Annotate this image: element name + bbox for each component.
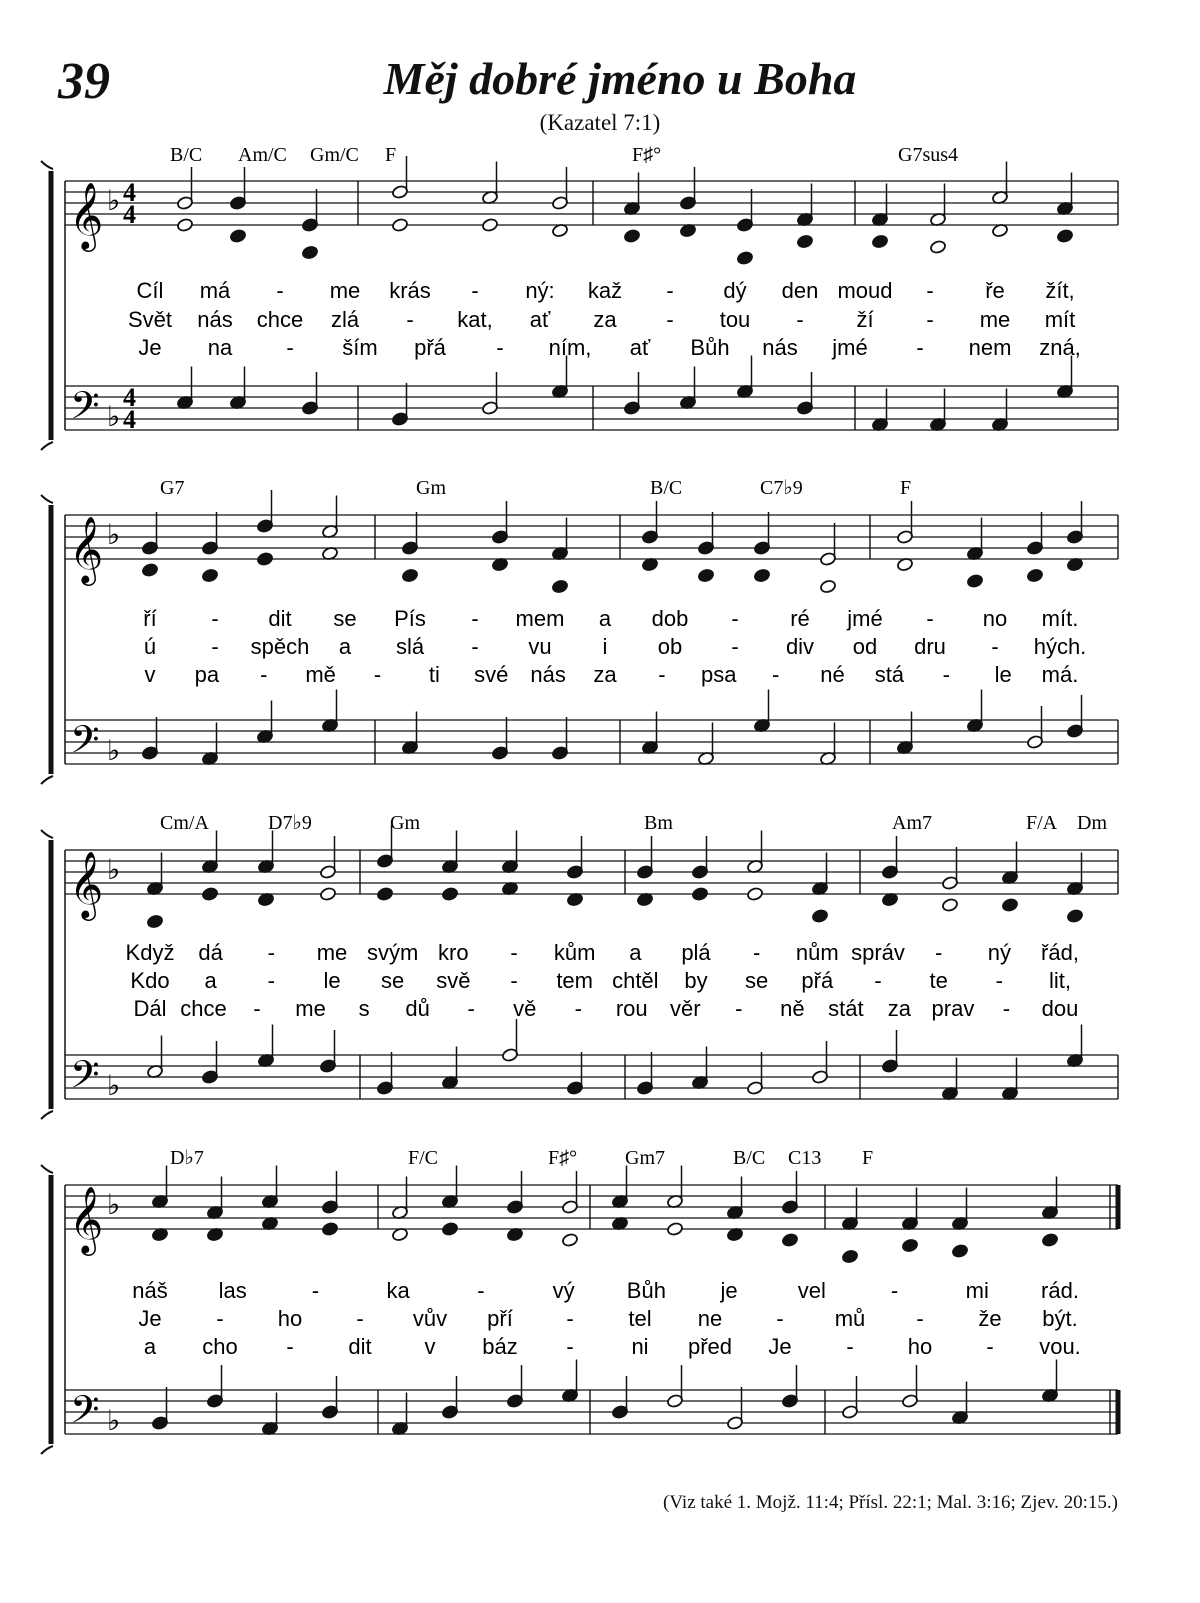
lyric-syllable: - [666, 278, 674, 303]
bracket-bottom [41, 776, 53, 784]
lyric-syllable: - [731, 634, 739, 659]
lyric-syllable: pa [194, 662, 220, 687]
lyric-syllable: le [994, 662, 1012, 687]
bracket-bottom [41, 442, 53, 450]
chord-symbol: G7sus4 [898, 144, 959, 166]
chord-symbol: F [385, 144, 397, 166]
lyric-syllable: - [471, 606, 479, 631]
note [781, 1233, 798, 1248]
lyric-syllable: vý [552, 1278, 575, 1303]
lyric-syllable: řád, [1041, 940, 1079, 965]
bracket-top [41, 495, 53, 503]
lyric-syllable: - [942, 662, 950, 687]
lyric-syllable: - [260, 662, 268, 687]
lyric-syllable: - [771, 662, 780, 687]
lyric-syllable: jmé [832, 335, 868, 360]
lyric-syllable: za [593, 662, 617, 687]
lyric-syllable: svým [367, 940, 419, 965]
note [441, 887, 458, 902]
lyric-syllable: tem [556, 968, 594, 993]
lyric-syllable: žít, [1045, 278, 1075, 303]
lyric-syllable: - [211, 634, 219, 659]
bass-clef-icon: 𝄢 [70, 717, 100, 771]
chord-symbol: F/C [408, 1147, 439, 1169]
lyric-syllable: a [338, 634, 352, 659]
note [623, 229, 640, 244]
treble-clef-icon: 𝄞 [69, 1185, 104, 1253]
lyric-syllable: - [796, 307, 804, 332]
note [691, 887, 708, 902]
lyric-syllable: - [986, 1334, 994, 1359]
bass-clef-icon: 𝄢 [70, 383, 100, 437]
lyric-syllable: nás [530, 662, 566, 687]
bracket-top [41, 1165, 53, 1173]
lyric-syllable: - [658, 662, 666, 687]
lyric-syllable: náš [132, 1278, 168, 1303]
lyric-syllable: Bůh [690, 335, 730, 360]
lyric-syllable: moud [837, 278, 893, 303]
chord-symbol: B/C [650, 477, 683, 499]
lyric-syllable: - [566, 1306, 574, 1331]
note [1001, 898, 1018, 913]
note [561, 1233, 578, 1248]
note [753, 568, 770, 583]
lyric-syllable: hých. [1033, 634, 1087, 659]
lyric-syllable: na [207, 335, 233, 360]
lyric-syllable: dou [1041, 996, 1079, 1021]
lyric-syllable: slá [395, 634, 425, 659]
note [966, 574, 983, 589]
lyric-syllable: ni [631, 1334, 649, 1359]
lyric-syllable: no [982, 606, 1008, 631]
lyric-syllable: Je [138, 335, 162, 360]
lyric-syllable: Je [138, 1306, 162, 1331]
lyric-syllable: - [216, 1306, 224, 1331]
note [697, 568, 714, 583]
note [941, 898, 958, 913]
lyric-syllable: - [286, 1334, 294, 1359]
bass-clef-icon: 𝄢 [70, 1387, 100, 1441]
lyric-syllable: te [929, 968, 948, 993]
key-flat-icon: ♭ [107, 734, 121, 767]
chord-symbol: Gm [390, 812, 420, 834]
note [1026, 568, 1043, 583]
lyric-syllable: - [991, 634, 999, 659]
note [666, 1222, 683, 1237]
lyric-syllable: dů [405, 996, 430, 1021]
lyric-syllable: le [323, 968, 341, 993]
lyric-syllable: - [926, 307, 934, 332]
music-system [41, 1147, 1118, 1454]
bracket-bottom [41, 1446, 53, 1454]
lyric-syllable: od [852, 634, 878, 659]
lyric-syllable: Bůh [626, 1278, 666, 1303]
lyric-syllable: cho [202, 1334, 238, 1359]
lyric-syllable: - [666, 307, 674, 332]
note [796, 234, 813, 249]
lyric-syllable: dá [198, 940, 223, 965]
lyric-syllable: se [745, 968, 769, 993]
lyric-syllable: ře [985, 278, 1005, 303]
chord-symbol: Dm [1077, 812, 1107, 834]
note [319, 887, 336, 902]
lyric-syllable: - [510, 968, 518, 993]
note [391, 218, 408, 233]
lyric-syllable: jmé [847, 606, 883, 631]
lyric-syllable: - [286, 335, 294, 360]
lyric-syllable: pří [487, 1306, 513, 1331]
lyric-syllable: mů [834, 1306, 866, 1331]
lyric-syllable: mi [965, 1278, 989, 1303]
note [841, 1249, 858, 1264]
lyric-syllable: Dál [133, 996, 167, 1021]
lyric-syllable: Kdo [130, 968, 170, 993]
lyric-syllable: ať [629, 335, 651, 360]
lyric-syllable: ka [386, 1278, 410, 1303]
lyric-syllable: mít [1044, 307, 1076, 332]
lyric-syllable: - [874, 968, 882, 993]
lyric-syllable: ob [657, 634, 683, 659]
lyric-syllable: že [978, 1306, 1002, 1331]
note [1066, 909, 1083, 924]
lyric-syllable: ti [428, 662, 440, 687]
chord-symbol: F [862, 1147, 874, 1169]
chord-symbol: B/C [733, 1147, 766, 1169]
chord-symbol: Bm [644, 812, 673, 834]
lyric-syllable: ú [143, 634, 157, 659]
lyric-syllable: - [467, 996, 475, 1021]
lyric-syllable: stá [874, 662, 905, 687]
chord-symbol: F [900, 477, 912, 499]
note [441, 1222, 458, 1237]
lyric-syllable: má. [1041, 662, 1079, 687]
lyric-syllable: kaž [587, 278, 623, 303]
note [901, 1238, 918, 1253]
lyric-syllable: - [477, 1278, 485, 1303]
scripture-reference: (Kazatel 7:1) [539, 110, 661, 135]
bracket-top [41, 161, 53, 169]
lyric-syllable: ním, [548, 335, 592, 360]
lyric-syllable: vu [528, 634, 552, 659]
lyric-syllable: me [979, 307, 1011, 332]
lyric-syllable: dý [723, 278, 747, 303]
lyric-syllable: - [496, 335, 504, 360]
lyric-syllable: - [735, 996, 743, 1021]
lyric-syllable: Cíl [136, 278, 164, 303]
music-system [41, 812, 1118, 1119]
note [301, 245, 318, 260]
chord-symbol: Gm7 [625, 1147, 665, 1169]
lyric-syllable: plá [681, 940, 711, 965]
lyric-syllable: vův [412, 1306, 448, 1331]
lyric-syllable: - [916, 1306, 924, 1331]
lyric-syllable: svě [436, 968, 471, 993]
lyric-syllable: Je [768, 1334, 792, 1359]
lyric-syllable: a [629, 940, 642, 965]
lyric-syllable: je [720, 1278, 738, 1303]
lyric-syllable: me [295, 996, 326, 1021]
lyric-syllable: - [916, 335, 924, 360]
lyric-syllable: - [995, 968, 1003, 993]
chord-symbol: G7 [160, 477, 185, 499]
note [321, 1222, 338, 1237]
lyric-syllable: chtěl [612, 968, 659, 993]
lyric-syllable: - [926, 606, 934, 631]
note [201, 568, 218, 583]
lyric-syllable: div [785, 634, 815, 659]
chord-symbol: Am7 [892, 812, 932, 834]
lyric-syllable: - [846, 1334, 854, 1359]
note [929, 240, 946, 255]
lyric-syllable: - [1002, 996, 1011, 1021]
lyric-syllable: den [781, 278, 819, 303]
lyric-syllable: - [753, 940, 761, 965]
chord-symbol: Gm/C [310, 144, 359, 166]
chord-symbol: D♭7 [170, 1147, 204, 1169]
lyric-syllable: - [510, 940, 518, 965]
lyric-syllable: - [373, 662, 382, 687]
note [1041, 1233, 1058, 1248]
lyric-syllable: mě [305, 662, 336, 687]
chord-symbol: Cm/A [160, 812, 209, 834]
chord-symbol: F♯° [548, 1147, 578, 1169]
lyric-syllable: rou [615, 996, 648, 1021]
chord-symbol: F/A [1026, 812, 1058, 834]
treble-clef-icon: 𝄞 [69, 181, 104, 249]
lyric-syllable: být. [1042, 1306, 1078, 1331]
music-system [41, 477, 1118, 784]
time-signature: 4 [123, 200, 136, 229]
lyric-syllable: ný: [525, 278, 555, 303]
song-title: Měj dobré jméno u Boha [383, 53, 857, 104]
lyric-syllable: - [267, 968, 275, 993]
note [401, 568, 418, 583]
lyric-syllable: se [333, 606, 357, 631]
lyric-syllable: né [820, 662, 845, 687]
lyric-syllable: a [598, 606, 612, 631]
note [746, 887, 763, 902]
lyric-syllable: nům [795, 940, 839, 965]
lyric-syllable: ne [697, 1306, 723, 1331]
lyric-syllable: - [574, 996, 582, 1021]
lyric-syllable: své [474, 662, 509, 687]
key-flat-icon: ♭ [107, 1404, 121, 1437]
note [376, 887, 393, 902]
lyric-syllable: dru [914, 634, 946, 659]
lyric-syllable: - [406, 307, 414, 332]
lyric-syllable: báz [482, 1334, 518, 1359]
lyric-syllable: správ [851, 940, 905, 965]
lyric-syllable: me [316, 940, 348, 965]
lyric-syllable: - [471, 634, 479, 659]
lyric-syllable: Pís [394, 606, 426, 631]
lyric-syllable: chce [256, 307, 304, 332]
key-flat-icon: ♭ [107, 518, 121, 551]
see-also-references: (Viz také 1. Mojž. 11:4; Přísl. 22:1; Mal. 3:16; Zjev. 20:15.) [663, 1492, 1118, 1513]
lyric-syllable: ří [143, 606, 157, 631]
chord-symbol: B/C [170, 144, 203, 166]
lyric-syllable: ží [856, 307, 874, 332]
lyric-syllable: - [890, 1278, 899, 1303]
lyric-syllable: kat, [457, 307, 493, 332]
lyric-syllable: a [143, 1334, 157, 1359]
lyric-syllable: me [329, 278, 361, 303]
lyric-syllable: ším [342, 335, 378, 360]
lyric-syllable: nás [197, 307, 233, 332]
lyric-syllable: kro [438, 940, 469, 965]
chord-symbol: F♯° [632, 144, 662, 166]
lyric-syllable: v [424, 1334, 436, 1359]
lyric-syllable: - [253, 996, 261, 1021]
lyric-syllable: Když [125, 940, 175, 965]
key-flat-icon: ♭ [107, 400, 121, 433]
lyric-syllable: vou. [1039, 1334, 1081, 1359]
time-signature: 4 [123, 383, 136, 412]
lyric-syllable: rád. [1041, 1278, 1079, 1303]
lyric-syllable: - [267, 940, 275, 965]
chord-symbol: Am/C [238, 144, 287, 166]
note [256, 552, 273, 567]
song-number: 39 [58, 53, 110, 110]
key-flat-icon: ♭ [107, 1069, 121, 1102]
lyric-syllable: věr [670, 996, 701, 1021]
lyric-syllable: dob [651, 606, 689, 631]
lyric-syllable: ré [790, 606, 810, 631]
lyric-syllable: prav [931, 996, 975, 1021]
lyric-syllable: a [204, 968, 217, 993]
note [736, 251, 753, 266]
lyric-syllable: nem [968, 335, 1012, 360]
lyric-syllable: ný [987, 940, 1011, 965]
lyric-syllable: - [211, 606, 219, 631]
lyric-syllable: ho [277, 1306, 303, 1331]
key-flat-icon: ♭ [107, 1188, 121, 1221]
lyric-syllable: chce [180, 996, 227, 1021]
lyric-syllable: - [776, 1306, 784, 1331]
lyric-syllable: přá [414, 335, 446, 360]
music-system [41, 144, 1118, 450]
chord-symbol: C13 [788, 1147, 822, 1169]
lyric-syllable: - [926, 278, 934, 303]
lyric-syllable: krás [389, 278, 431, 303]
note [176, 218, 193, 233]
lyric-syllable: tou [719, 307, 751, 332]
lyric-syllable: tel [628, 1306, 652, 1331]
lyric-syllable: - [566, 1334, 574, 1359]
lyric-syllable: psa [701, 662, 737, 687]
lyric-syllable: i [602, 634, 608, 659]
note [819, 579, 836, 594]
lyric-syllable: ho [907, 1334, 933, 1359]
lyric-syllable: - [356, 1306, 364, 1331]
lyric-syllable: dit [268, 606, 292, 631]
lyric-syllable: se [381, 968, 405, 993]
bracket-top [41, 830, 53, 838]
lyric-syllable: vel [797, 1278, 826, 1303]
lyric-syllable: mem [515, 606, 565, 631]
lyric-syllable: před [687, 1334, 733, 1359]
note [481, 218, 498, 233]
note [146, 914, 163, 929]
note [871, 234, 888, 249]
lyric-syllable: nás [762, 335, 798, 360]
note [141, 563, 158, 578]
time-signature: 4 [123, 405, 136, 434]
lyric-syllable: Svět [127, 307, 173, 332]
lyric-syllable: zná, [1039, 335, 1081, 360]
lyric-syllable: za [887, 996, 912, 1021]
note [1056, 229, 1073, 244]
lyric-syllable: vě [513, 996, 537, 1021]
note [229, 229, 246, 244]
lyric-syllable: zlá [330, 307, 360, 332]
note [551, 579, 568, 594]
bracket-bottom [41, 1111, 53, 1119]
chord-symbol: D7♭9 [268, 812, 312, 834]
treble-clef-icon: 𝄞 [69, 850, 104, 918]
lyric-syllable: by [684, 968, 708, 993]
lyric-syllable: spěch [250, 634, 310, 659]
lyric-syllable: - [731, 606, 739, 631]
treble-clef-icon: 𝄞 [69, 515, 104, 583]
lyric-syllable: s [358, 996, 370, 1021]
lyric-syllable: - [276, 278, 284, 303]
lyric-syllable: ať [529, 307, 551, 332]
lyric-syllable: - [471, 278, 479, 303]
lyric-syllable: las [218, 1278, 247, 1303]
lyric-syllable: přá [801, 968, 834, 993]
lyric-syllable: - [935, 940, 943, 965]
note [811, 909, 828, 924]
note [201, 887, 218, 902]
lyric-syllable: lit, [1049, 968, 1071, 993]
chord-symbol: Gm [416, 477, 446, 499]
lyric-syllable: stát [828, 996, 864, 1021]
lyric-syllable: dit [348, 1334, 372, 1359]
note [951, 1244, 968, 1259]
lyric-syllable: - [311, 1278, 320, 1303]
lyric-syllable: má [199, 278, 231, 303]
time-signature: 4 [123, 178, 136, 207]
bass-clef-icon: 𝄢 [70, 1052, 100, 1106]
lyric-syllable: mít. [1041, 606, 1079, 631]
lyric-syllable: kům [553, 940, 596, 965]
key-flat-icon: ♭ [107, 853, 121, 886]
lyric-syllable: v [144, 662, 156, 687]
key-flat-icon: ♭ [107, 184, 121, 217]
lyric-syllable: za [593, 307, 617, 332]
lyric-syllable: ně [780, 996, 805, 1021]
chord-symbol: C7♭9 [760, 477, 803, 499]
